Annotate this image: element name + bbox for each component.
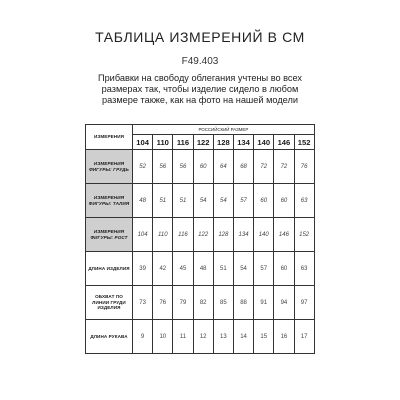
table-cell: 134 <box>233 218 253 252</box>
table-cell: 152 <box>294 218 314 252</box>
table-cell: 56 <box>173 150 193 184</box>
table-cell: 72 <box>274 150 294 184</box>
table-cell: 9 <box>133 320 153 354</box>
table-cell: 51 <box>173 184 193 218</box>
row-label: ИЗМЕРЕНИЯ ФИГУРЫ: ТАЛИЯ <box>86 184 133 218</box>
table-cell: 110 <box>153 218 173 252</box>
table-cell: 116 <box>173 218 193 252</box>
table-cell: 60 <box>254 184 274 218</box>
table-cell: 54 <box>193 184 213 218</box>
size-header: 104 <box>133 135 153 150</box>
table-cell: 76 <box>153 286 173 320</box>
table-row <box>86 252 315 286</box>
table-cell: 51 <box>153 184 173 218</box>
table-cell: 63 <box>294 252 314 286</box>
row-label: ОБХВАТ ПО ЛИНИИ ГРУДИ ИЗДЕЛИЯ <box>86 286 133 320</box>
size-header: 140 <box>254 135 274 150</box>
table-cell: 14 <box>233 320 253 354</box>
page-title: ТАБЛИЦА ИЗМЕРЕНИЙ В СМ <box>95 29 305 45</box>
table-cell: 16 <box>274 320 294 354</box>
size-header: 146 <box>274 135 294 150</box>
size-header: 122 <box>193 135 213 150</box>
row-label: ИЗМЕРЕНИЯ ФИГУРЫ: РОСТ <box>86 218 133 252</box>
table-cell: 54 <box>233 252 253 286</box>
table-cell: 56 <box>153 150 173 184</box>
table-cell: 73 <box>133 286 153 320</box>
table-cell: 91 <box>254 286 274 320</box>
corner-label: ИЗМЕРЕНИЯ <box>86 125 133 150</box>
table-cell: 10 <box>153 320 173 354</box>
table-cell: 48 <box>133 184 153 218</box>
table-cell: 140 <box>254 218 274 252</box>
table-row <box>86 218 315 252</box>
table-cell: 146 <box>274 218 294 252</box>
table-cell: 63 <box>294 184 314 218</box>
table-cell: 17 <box>294 320 314 354</box>
table-cell: 122 <box>193 218 213 252</box>
table-cell: 57 <box>254 252 274 286</box>
table-body <box>86 150 315 354</box>
row-label: ИЗМЕРЕНИЯ ФИГУРЫ: ГРУДЬ <box>86 150 133 184</box>
size-header: 110 <box>153 135 173 150</box>
row-label: ДЛИНА ИЗДЕЛИЯ <box>86 252 133 286</box>
size-header: 116 <box>173 135 193 150</box>
table-cell: 48 <box>193 252 213 286</box>
table-cell: 97 <box>294 286 314 320</box>
size-header: 152 <box>294 135 314 150</box>
table-cell: 60 <box>274 184 294 218</box>
table-cell: 128 <box>213 218 233 252</box>
table-cell: 42 <box>153 252 173 286</box>
table-cell: 60 <box>274 252 294 286</box>
table-cell: 64 <box>213 150 233 184</box>
table-cell: 60 <box>193 150 213 184</box>
table-cell: 72 <box>254 150 274 184</box>
table-cell: 13 <box>213 320 233 354</box>
table-cell: 54 <box>213 184 233 218</box>
product-code: F49.403 <box>181 56 219 67</box>
table-row <box>86 286 315 320</box>
row-label: ДЛИНА РУКАВА <box>86 320 133 354</box>
table-cell: 79 <box>173 286 193 320</box>
size-caption: РОССИЙСКИЙ РАЗМЕР <box>133 125 315 135</box>
size-header: 128 <box>213 135 233 150</box>
table-cell: 85 <box>213 286 233 320</box>
table-cell: 12 <box>193 320 213 354</box>
table-cell: 68 <box>233 150 253 184</box>
table-cell: 76 <box>294 150 314 184</box>
table-cell: 57 <box>233 184 253 218</box>
table-row <box>86 320 315 354</box>
table-cell: 94 <box>274 286 294 320</box>
table-cell: 45 <box>173 252 193 286</box>
table-cell: 104 <box>133 218 153 252</box>
fit-note: Прибавки на свободу облегания учтены во всех размерах так, чтобы изделие сидело в любом размере также, как на фото на нашей модели <box>97 73 303 105</box>
table-cell: 82 <box>193 286 213 320</box>
table-cell: 39 <box>133 252 153 286</box>
size-table <box>85 124 315 354</box>
table-cell: 51 <box>213 252 233 286</box>
size-caption-row <box>86 125 315 135</box>
table-row <box>86 184 315 218</box>
table-cell: 15 <box>254 320 274 354</box>
table-cell: 88 <box>233 286 253 320</box>
table-cell: 11 <box>173 320 193 354</box>
table-row <box>86 150 315 184</box>
size-header: 134 <box>233 135 253 150</box>
table-cell: 52 <box>133 150 153 184</box>
